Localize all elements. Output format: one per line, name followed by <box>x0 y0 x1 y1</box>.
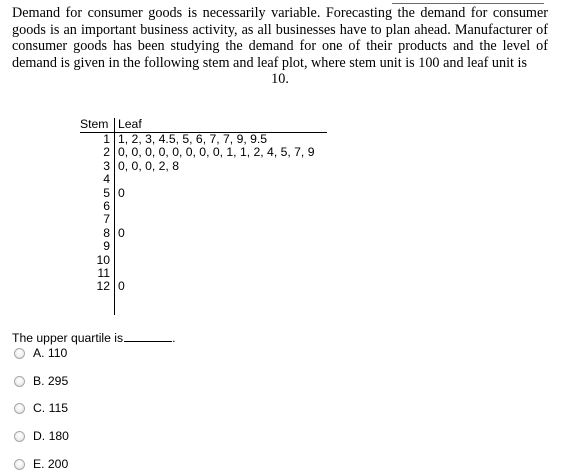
leaf-values: 1, 2, 3, 4.5, 5, 6, 7, 7, 9, 9.5 <box>118 132 268 146</box>
question-prompt <box>12 331 176 345</box>
option-label: D. 180 <box>33 429 69 443</box>
leaf-header: Leaf <box>118 117 142 131</box>
leaf-values: 0, 0, 0, 2, 8 <box>118 158 179 173</box>
option-e[interactable] <box>14 457 68 471</box>
option-label: C. 115 <box>33 401 69 415</box>
stem-value: 6 <box>103 198 110 213</box>
leaf-values: 0, 0, 0, 0, 0, 0, 0, 0, 1, 1, 2, 4, 5, 7, 9 <box>118 145 315 160</box>
question-end: 10. <box>271 71 289 87</box>
stem-leaf-divider <box>114 118 115 315</box>
leaf-values: 0 <box>118 185 125 200</box>
stem-value: 12 <box>96 279 110 294</box>
prompt-suffix: . <box>172 331 176 345</box>
radio-button[interactable] <box>14 431 25 442</box>
prompt-text: The upper quartile is <box>12 331 124 345</box>
answer-blank <box>124 332 172 342</box>
stem-value: 7 <box>103 212 110 227</box>
leaf-values: 0 <box>118 279 125 294</box>
stem-header: Stem <box>80 117 109 131</box>
option-d[interactable] <box>14 429 69 443</box>
option-label: A. 110 <box>33 346 68 360</box>
question-text <box>12 5 548 88</box>
stem-value: 5 <box>103 185 110 200</box>
option-label: E. 200 <box>33 457 69 471</box>
stem-value: 3 <box>103 158 110 173</box>
stem-value: 10 <box>96 252 110 267</box>
radio-button[interactable] <box>14 376 25 387</box>
option-a[interactable] <box>14 346 67 360</box>
stem-value: 2 <box>103 145 110 160</box>
stem-value: 1 <box>103 132 110 146</box>
stem-value: 4 <box>103 172 110 187</box>
top-divider <box>392 3 544 4</box>
radio-button[interactable] <box>14 348 25 359</box>
stem-value: 9 <box>103 239 110 254</box>
question-body: Demand for consumer goods is necessarily variable. Forecasting the demand for consumer goods is an important business activity, as all businesses have to plan ahead. Manufacturer of consumer goods has been studying the demand for one of their products and the level of demand is given in the following stem and leaf plot, where stem unit is 100 and leaf unit is <box>12 5 548 71</box>
option-label: B. 295 <box>33 374 69 388</box>
radio-button[interactable] <box>14 459 25 470</box>
option-c[interactable] <box>14 401 68 415</box>
stem-value: 11 <box>97 265 110 280</box>
stem-value: 8 <box>103 225 110 240</box>
leaf-values: 0 <box>118 225 125 240</box>
radio-button[interactable] <box>14 403 25 414</box>
option-b[interactable] <box>14 374 68 388</box>
